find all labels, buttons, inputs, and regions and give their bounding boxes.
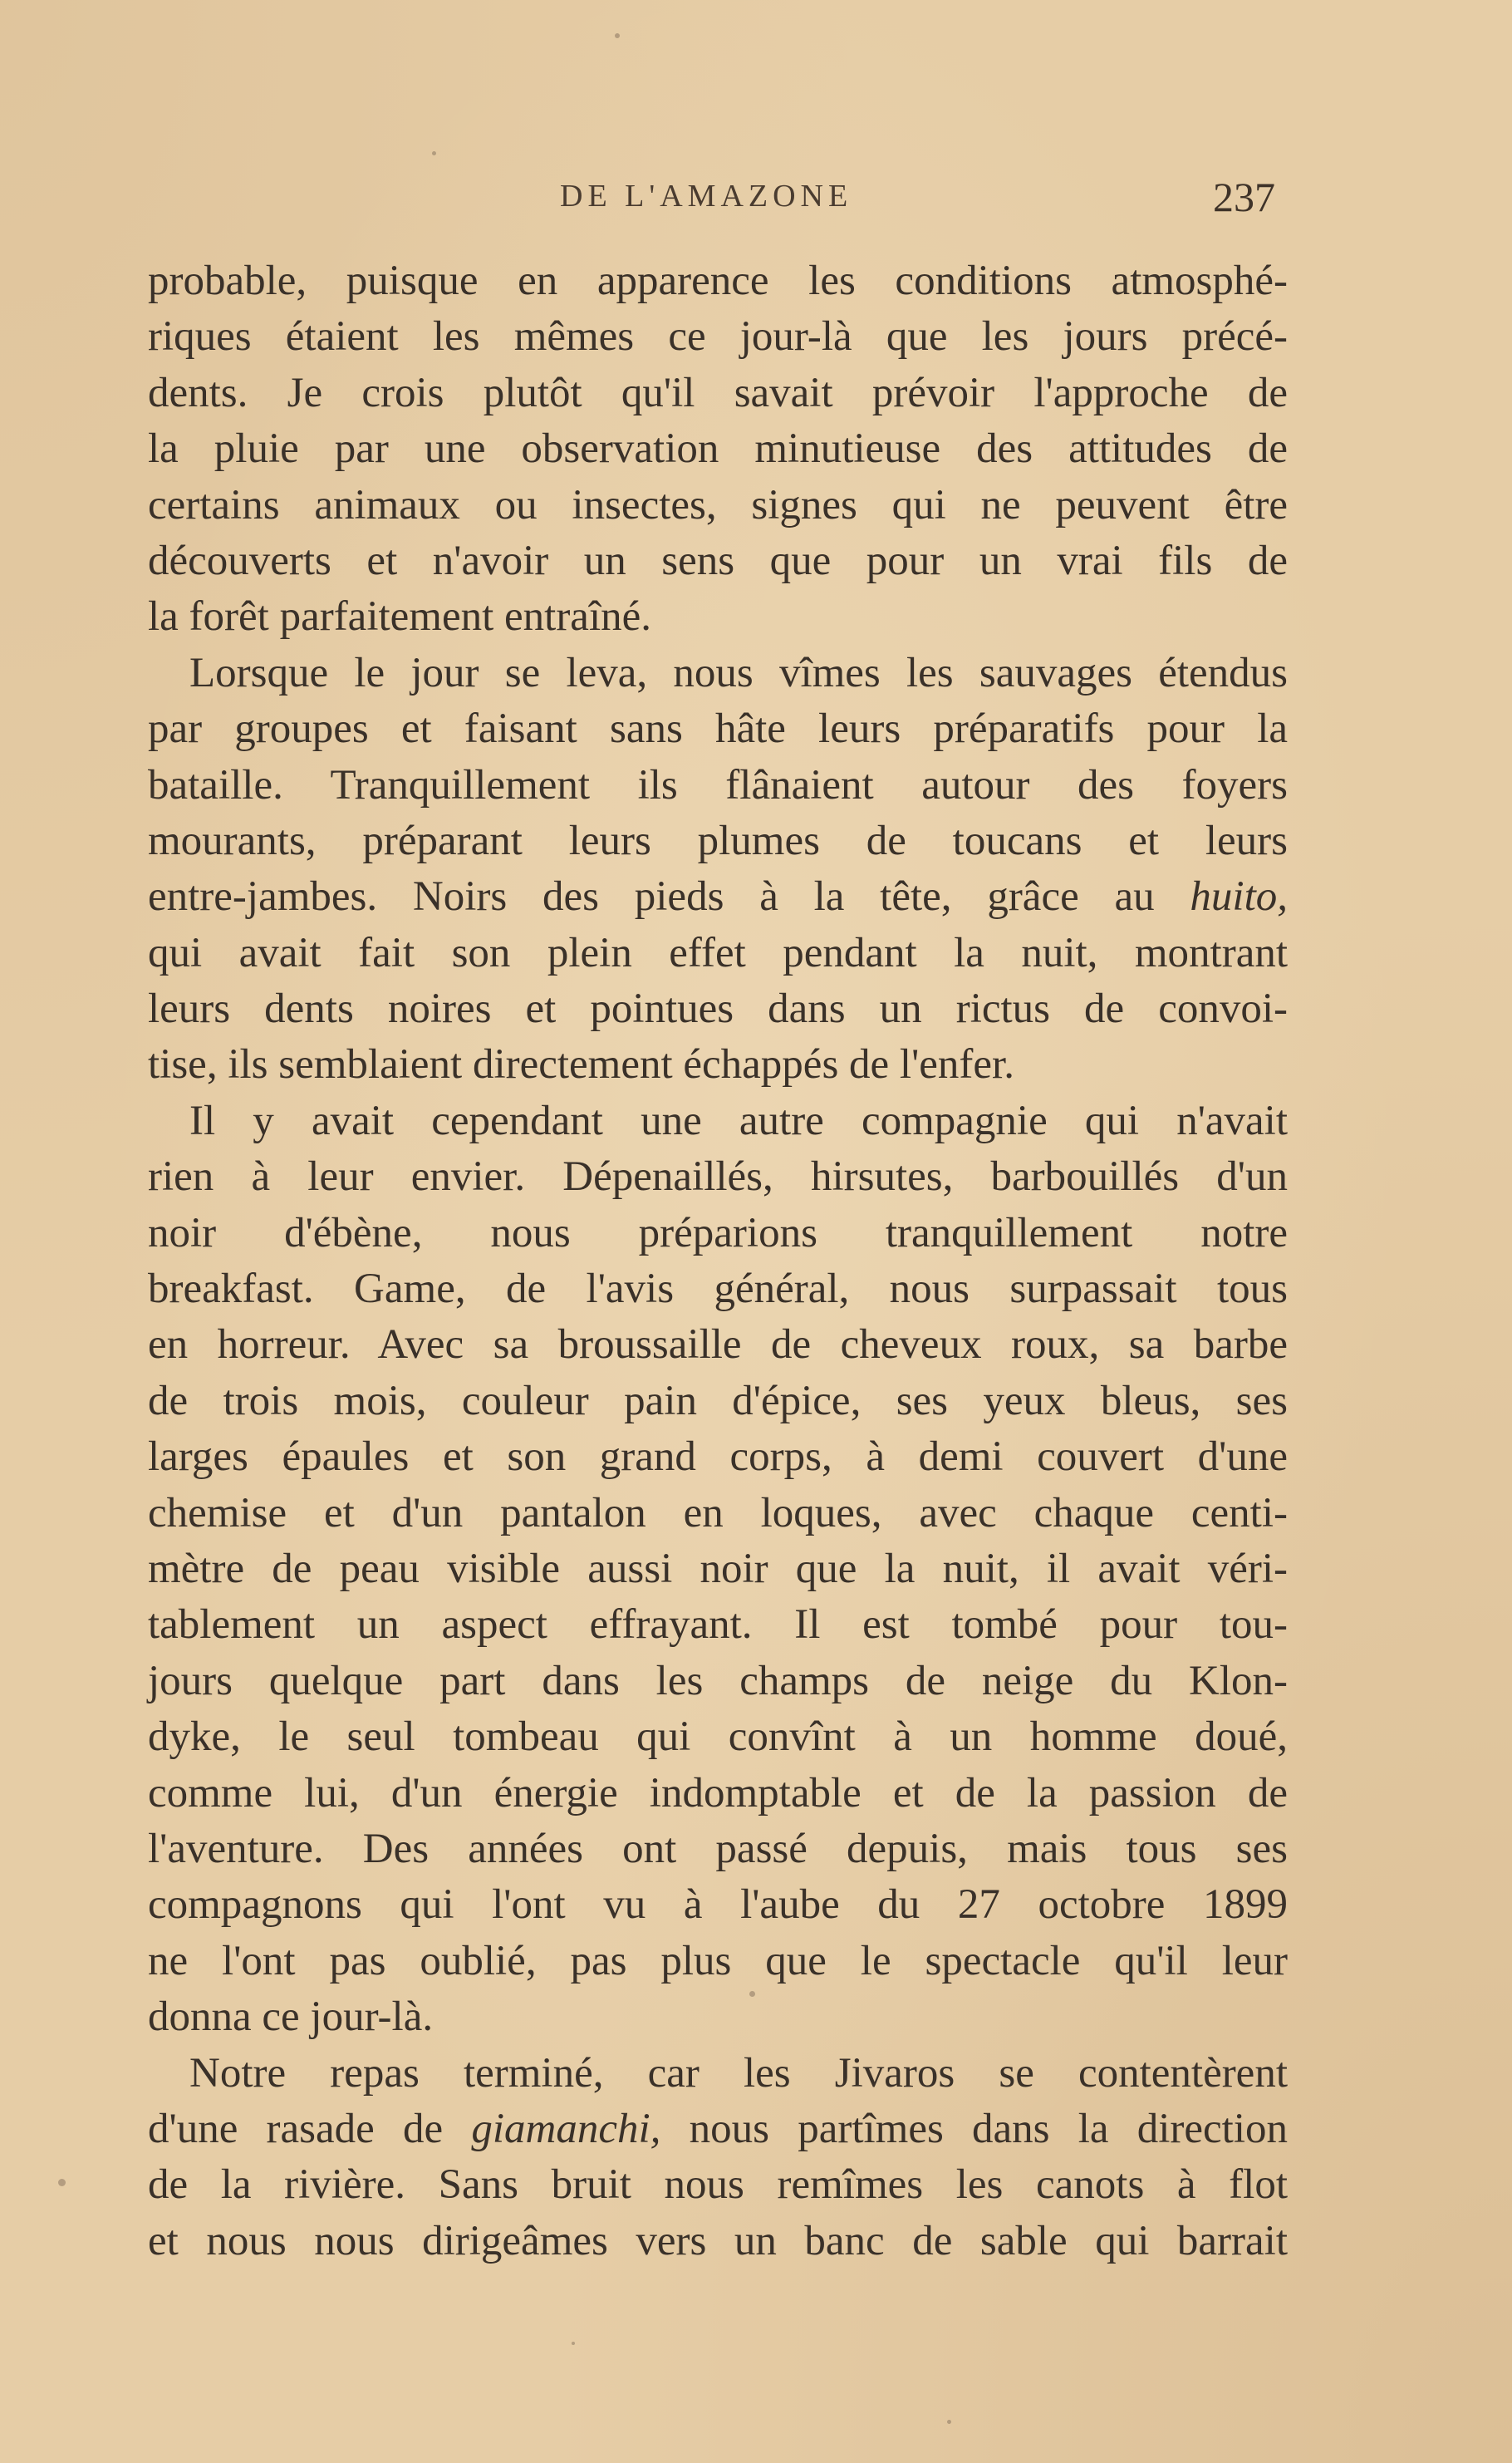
italic-word: huito, bbox=[1190, 873, 1288, 921]
running-title: DE L'AMAZONE bbox=[560, 179, 853, 214]
text-line: de trois mois, couleur pain d'épice, ses yeux bleus, ses bbox=[148, 1377, 1288, 1424]
text-line: comme lui, d'un énergie indomptable et de la passion de bbox=[148, 1769, 1288, 1817]
text-line: compagnons qui l'ont vu à l'aube du 27 octobre 1899 bbox=[148, 1881, 1288, 1929]
text-line: jours quelque part dans les champs de neige du Klon- bbox=[148, 1657, 1288, 1704]
paper-speck bbox=[615, 33, 620, 38]
text-line: par groupes et faisant sans hâte leurs préparatifs pour la bbox=[148, 705, 1288, 753]
text-line: mourants, préparant leurs plumes de toucans et leurs bbox=[148, 817, 1288, 864]
text-line: dyke, le seul tombeau qui convînt à un homme doué, bbox=[148, 1713, 1288, 1761]
text-line: et nous nous dirigeâmes vers un banc de sable qui barrait bbox=[148, 2217, 1288, 2264]
body-text bbox=[148, 253, 1288, 2269]
text-line: Notre repas terminé, car les Jivaros se contentèrent bbox=[189, 2049, 1288, 2097]
text-line-with-italic bbox=[148, 2102, 1288, 2157]
text-run: entre-jambes. Noirs des pieds à la tête, grâce au bbox=[148, 873, 1190, 921]
text-line: ne l'ont pas oublié, pas plus que le spectacle qu'il leur bbox=[148, 1937, 1288, 1984]
paper-speck bbox=[947, 2420, 951, 2424]
text-line: dents. Je crois plutôt qu'il savait prévoir l'approche de bbox=[148, 369, 1288, 416]
italic-word: giamanchi, bbox=[471, 2105, 661, 2152]
text-line: en horreur. Avec sa broussaille de cheveux roux, sa barbe bbox=[148, 1321, 1288, 1369]
text-line: certains animaux ou insectes, signes qui ne peuvent être bbox=[148, 481, 1288, 528]
paper-speck bbox=[749, 1991, 755, 1997]
text-line: tise, ils semblaient directement échappés de l'enfer. bbox=[148, 1041, 1014, 1089]
text-line: rien à leur envier. Dépenaillés, hirsutes, barbouillés d'un bbox=[148, 1153, 1288, 1201]
text-line: la forêt parfaitement entraîné. bbox=[148, 593, 651, 641]
text-line: l'aventure. Des années ont passé depuis, mais tous ses bbox=[148, 1825, 1288, 1872]
text-line: tablement un aspect effrayant. Il est tombé pour tou- bbox=[148, 1601, 1288, 1649]
text-line: bataille. Tranquillement ils flânaient autour des foyers bbox=[148, 761, 1288, 809]
text-line: riques étaient les mêmes ce jour-là que les jours précé- bbox=[148, 313, 1288, 361]
text-line: leurs dents noires et pointues dans un rictus de convoi- bbox=[148, 986, 1288, 1033]
text-line: la pluie par une observation minutieuse des attitudes de bbox=[148, 425, 1288, 473]
text-line: breakfast. Game, de l'avis général, nous surpassait tous bbox=[148, 1266, 1288, 1313]
text-line: de la rivière. Sans bruit nous remîmes les canots à flot bbox=[148, 2161, 1288, 2209]
text-line: qui avait fait son plein effet pendant la nuit, montrant bbox=[148, 929, 1288, 976]
page-number: 237 bbox=[1213, 174, 1275, 220]
text-line: donna ce jour-là. bbox=[148, 1994, 434, 2041]
paper-speck bbox=[432, 151, 436, 155]
text-line: probable, puisque en apparence les conditions atmosphé- bbox=[148, 258, 1288, 304]
running-header bbox=[0, 173, 1512, 223]
text-line: Lorsque le jour se leva, nous vîmes les sauvages étendus bbox=[189, 649, 1288, 696]
text-line: mètre de peau visible aussi noir que la nuit, il avait véri- bbox=[148, 1545, 1288, 1592]
text-run: d'une rasade de bbox=[148, 2105, 472, 2152]
text-line: chemise et d'un pantalon en loques, avec chaque centi- bbox=[148, 1489, 1288, 1536]
text-line: noir d'ébène, nous préparions tranquillement notre bbox=[148, 1209, 1288, 1256]
paper-speck bbox=[572, 2342, 575, 2345]
text-line: Il y avait cependant une autre compagnie qui n'avait bbox=[189, 1097, 1288, 1144]
paper-speck bbox=[58, 2179, 66, 2186]
text-line: larges épaules et son grand corps, à demi couvert d'une bbox=[148, 1433, 1288, 1481]
text-run: nous partîmes dans la direction bbox=[660, 2105, 1289, 2152]
text-line-with-italic bbox=[148, 869, 1288, 925]
text-line: découverts et n'avoir un sens que pour un vrai fils de bbox=[148, 537, 1288, 584]
